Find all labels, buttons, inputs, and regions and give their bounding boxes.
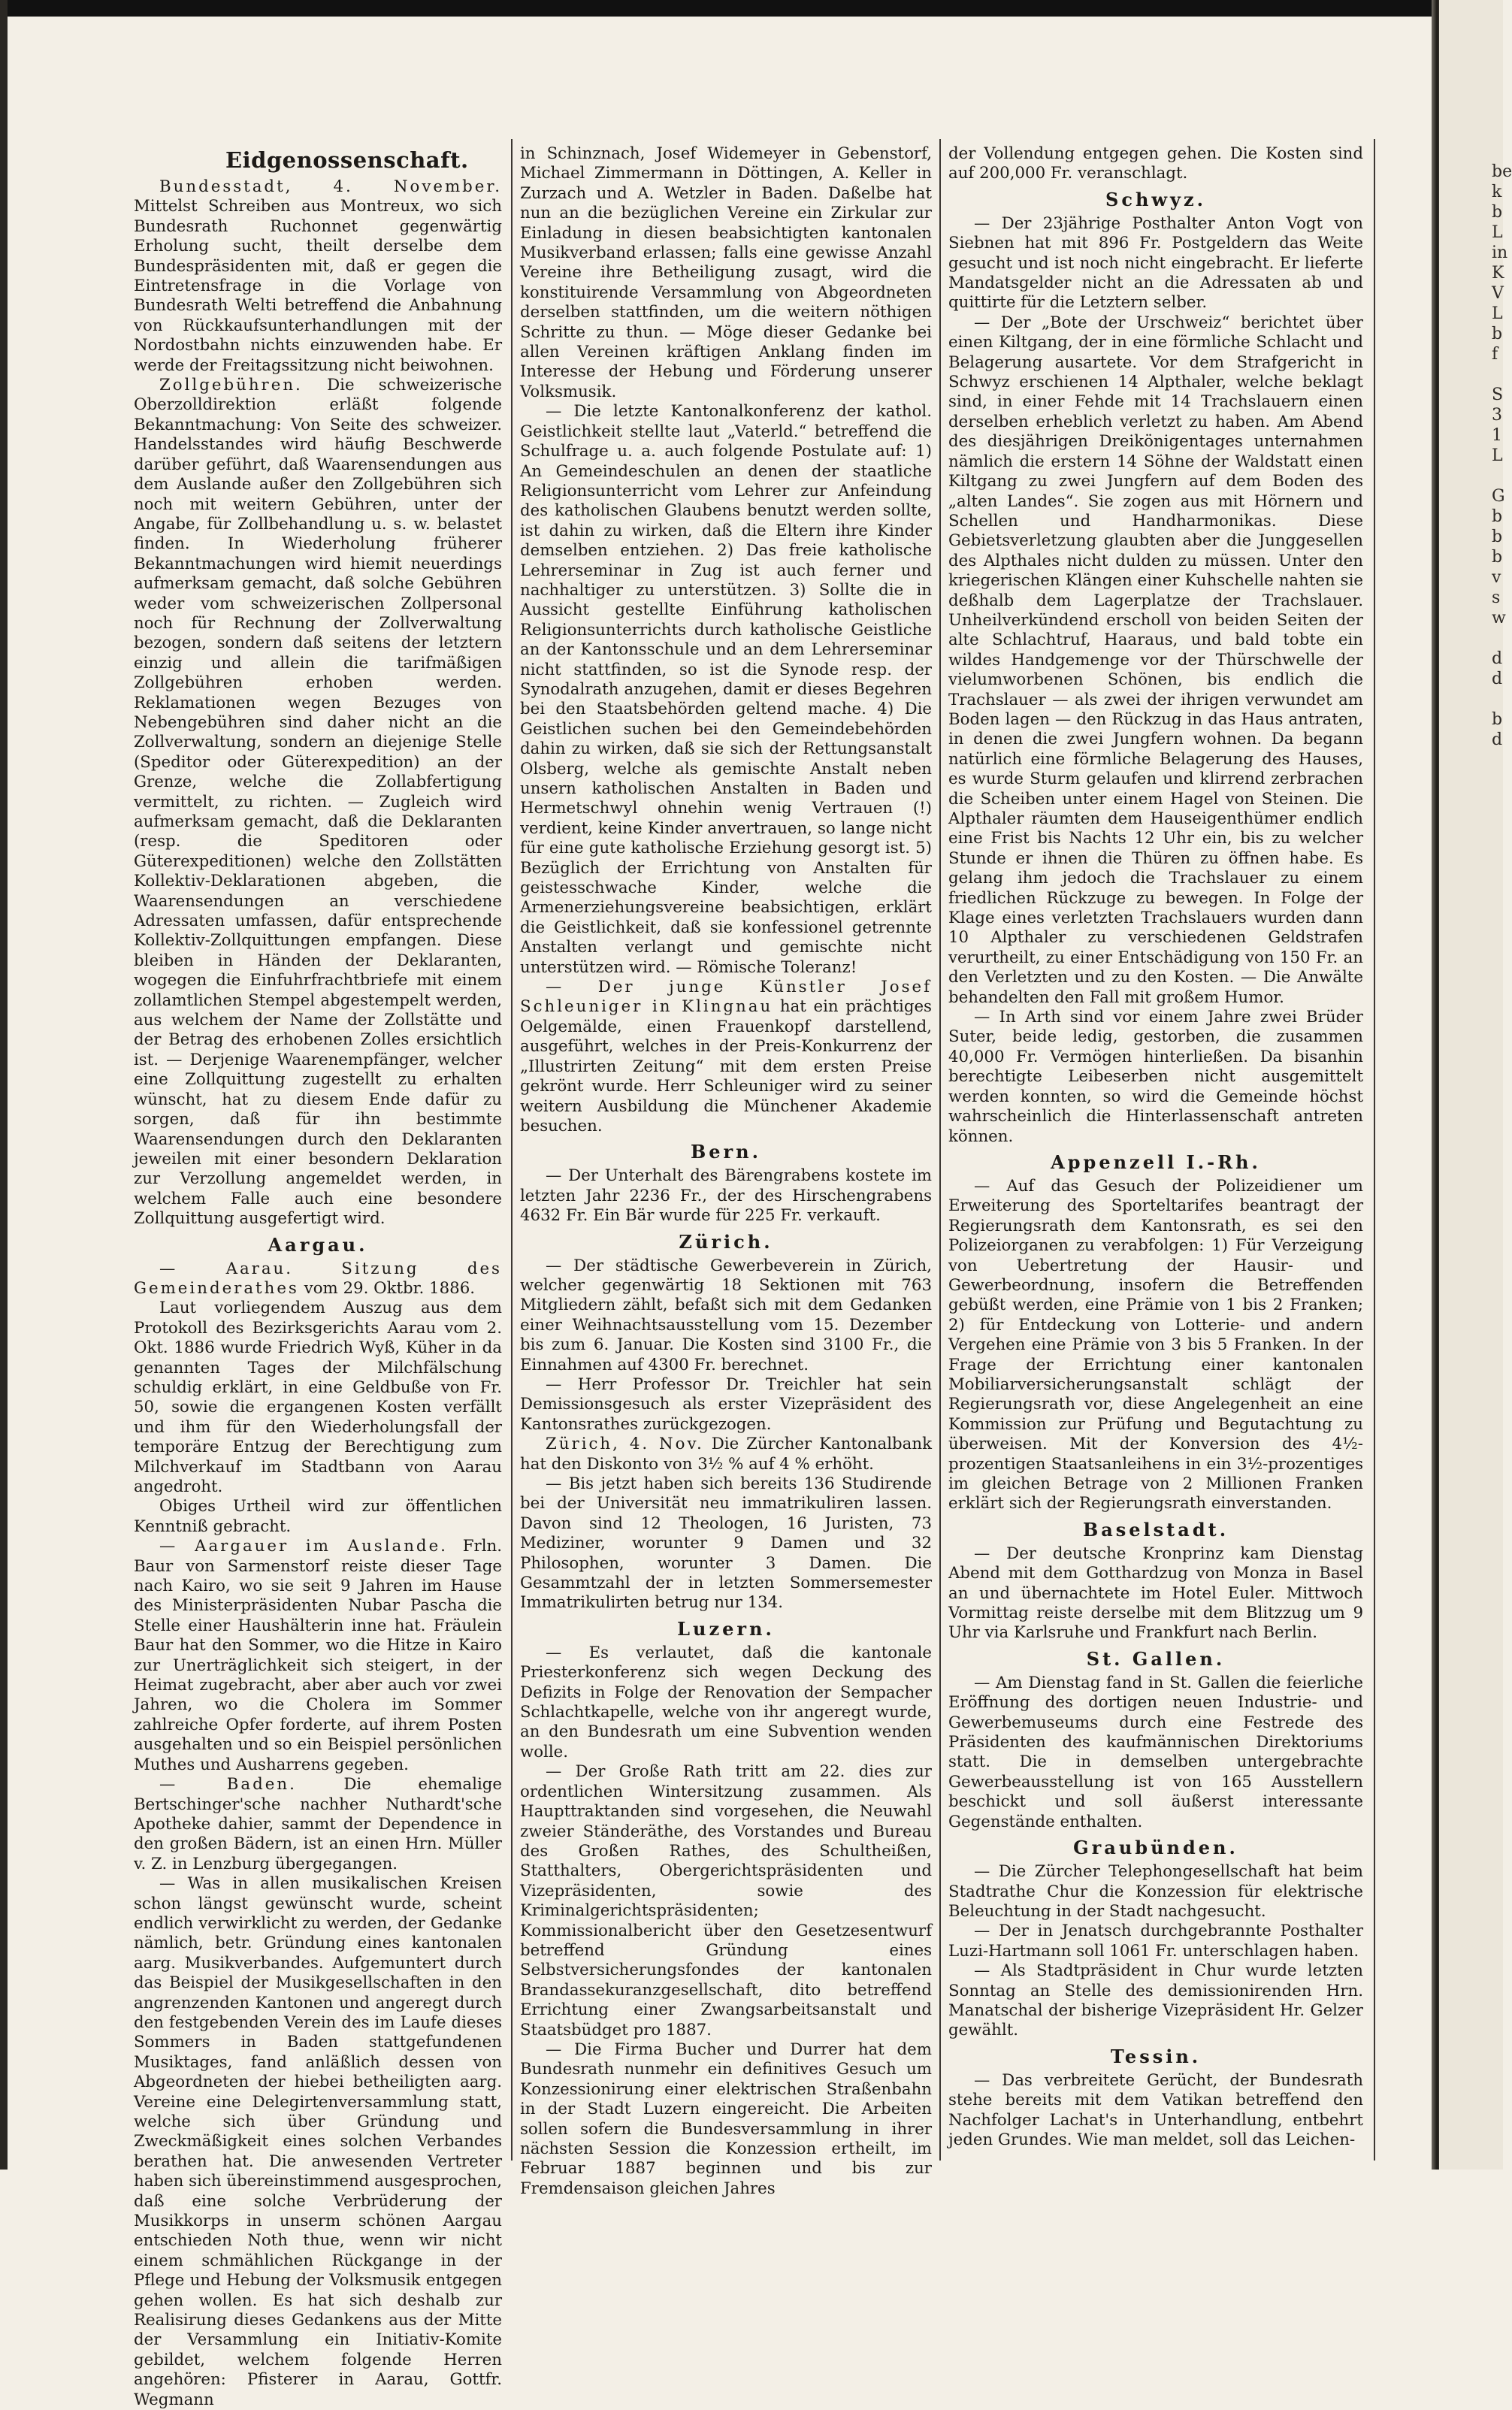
paragraph-lead: Zürich, 4. Nov. <box>546 1435 704 1454</box>
article-paragraph <box>134 177 502 376</box>
paragraph-text: Laut vorliegendem Auszug aus dem Protokoll des Bezirksgerichts Aarau vom 2. Okt. 1886 wurde Friedrich Wyß, Küher in da genannten Tages der Milchfälschung schuldig erklärt, in eine Geldbuße von Fr. 50, sowie die ergangenen Kosten verfällt und ihm für den Wiederholungsfall der temporäre Entzug der Berechtigung zum Milchverkauf im Stadtbann von Aarau angedroht. <box>134 1299 502 1496</box>
column-rule <box>1374 139 1375 2161</box>
section-heading: Tessin. <box>1110 2045 1202 2067</box>
paragraph-text: — Der 23jährige Posthalter Anton Vogt von Siebnen hat mit 896 Fr. Postgeldern das Weite gesucht und ist noch nicht eingebracht. Er lieferte Mandatsgelder nicht an die Adressaten ab und quittirte für die Letztern selber. <box>948 213 1363 313</box>
paragraph-text: Die ehemalige Bertschinger'sche nachher Nuthardt'sche Apotheke dahier, sammt der Dependence in den großen Bädern, ist an einen Hrn. Müller v. Z. in Lenzburg übergegangen. <box>134 1775 502 1873</box>
paragraph-lead: Bundesstadt, 4. November. <box>159 177 502 196</box>
article-paragraph <box>948 1544 1363 1643</box>
paragraph-text: — Auf das Gesuch der Polizeidiener um Erweiterung des Sporteltarifes beantragt der Regierungsrath dem Kantonsrath, es sei den Polizeiorganen zu verabfolgen: 1) Für Verzeigung von Uebertretung der Hausir- und Gewerbeordnung, insofern die Betreffenden gebüßt werden, eine Prämie von 1 bis 2 Franken; 2) für Entdeckung von Lotterie- und andern Vergehen eine Prämie von 3 bis 5 Franken. In der Frage der Errichtung einer kantonalen Mobiliarversicherungsanstalt schlägt der Regierungsrath vor, diese Angelegenheit an eine Kommission zur Prüfung und Begutachtung zu überweisen. Mit der Konversion des 4½-prozentigen Staatsanleihens in ein 3½-prozentiges im gleichen Betrage von 2 Millionen Franken erklärt sich der Regierungsrath einverstanden. <box>948 1176 1363 1513</box>
section-heading: Zürich. <box>679 1230 773 1253</box>
column-1 <box>134 150 502 2409</box>
article-paragraph <box>520 1435 932 1474</box>
section-heading: St. Gallen. <box>1086 1647 1226 1670</box>
paragraph-text: — Bis jetzt haben sich bereits 136 Studirende bei der Universität neu immatrikuliren lassen. Davon sind 12 Theologen, 16 Juristen, 73 Mediziner, worunter 9 Damen und 32 Philosophen, worunter 3 Damen. Die Gesammtzahl der in letzten Sommersemester Immatrikulirten betrug nur 134. <box>520 1474 932 1613</box>
column-rule <box>939 139 941 2161</box>
section-heading: Aargau. <box>268 1233 368 1256</box>
article-paragraph <box>520 1643 932 1762</box>
article-paragraph <box>134 376 502 1229</box>
paragraph-lead: — Aarau. Sitzung des Gemeinderathes <box>134 1259 502 1298</box>
paragraph-text: — Der deutsche Kronprinz kam Dienstag Abend mit dem Gotthardzug von Monza in Basel an und übernachtete im Hotel Euler. Mittwoch Vormittag reiste derselbe mit dem Blitzzug um 9 Uhr via Karlsruhe und Frankfurt nach Berlin. <box>948 1544 1363 1643</box>
column-2 <box>520 144 932 2198</box>
paragraph-text: der Vollendung entgegen gehen. Die Kosten sind auf 200,000 Fr. veranschlagt. <box>948 144 1363 183</box>
column-3 <box>948 144 1363 2158</box>
paragraph-text: in Schinznach, Josef Widemeyer in Gebenstorf, Michael Zimmermann in Döttingen, A. Keller in Zurzach und A. Wetzler in Baden. Daßelbe hat nun an die bezüglichen Vereine ein Zirkular zur Einladung in diesen beabsichtigten kantonalen Musikverband erlassen; falls eine gewisse Anzahl Vereine ihre Betheiligung zusagt, wird die konstituirende Versammlung von Abgeordneten derselben stattfinden, um die weitern nöthigen Schritte zu thun. — Möge dieser Gedanke bei allen Vereinen kräftigen Anklang finden im Interesse der Hebung und Förderung unserer Volksmusik. <box>520 144 932 401</box>
paragraph-text: — Die Firma Bucher und Durrer hat dem Bundesrath nunmehr ein definitives Gesuch um Konzessionirung einer elektrischen Straßenbahn in der Stadt Luzern eingereicht. Die Arbeiten sollen sofern die Bundesversammlung in ihrer nächsten Session die Konzession ertheilt, im Februar 1887 beginnen und bis zur Fremdensaison gleichen Jahres <box>520 2040 932 2198</box>
section-heading: Appenzell I.-Rh. <box>1051 1151 1261 1173</box>
article-paragraph <box>520 1762 932 2040</box>
paragraph-text: — Der „Bote der Urschweiz“ berichtet über einen Kiltgang, der in eine förmliche Schlacht und Belagerung ausartete. Vor dem Strafgericht in Schwyz erschienen 14 Alpthaler, welche beklagt sind, in einer Fehde mit 14 Trachslauern einen derselben erheblich verletzt zu haben. Am Abend des diesjährigen Dreikönigentages unternahmen nämlich die erstern 14 Söhne der Waldstatt einen Kiltgang zu zwei Jungfern auf dem Boden des „alten Landes“. Sie zogen aus mit Hörnern und Schellen und Handharmonikas. Diese Gebietsverletzung glaubten aber die Junggesellen des Alpthales nicht dulden zu müssen. Unter den kriegerischen Klängen einer Kuhschelle nahten sie deßhalb dem Lagerplatze der Trachslauer. Unheilverkündend erscholl von beiden Seiten der alte Schlachtruf, Haaraus, und bald tobte ein wildes Handgemenge vor der Thürschwelle der vielumworbenen Schönen, bis endlich die Trachslauer — als zwei der ihrigen verwundet am Boden lagen — den Rückzug in das Haus antraten, in denen die zwei Jungfern wohnen. Da begann natürlich eine förmliche Belagerung des Hauses, es wurde Sturm gelaufen und klirrend zerbrachen die Scheiben unter einem Hagel von Steinen. Die Alpthaler räumten dem Hauseigenthümer endlich eine Frist bis Nachts 12 Uhr ein, bis zu welcher Stunde er ihnen die Thüren zu öffnen habe. Es gelang ihm jedoch die Trachslauer zu einem friedlichen Rückzuge zu bewegen. In Folge der Klage eines verletzten Trachslauers wurden dann 10 Alpthaler zu verschiedenen Geldstrafen verurtheilt, zu einer Entschädigung von 150 Fr. an den Verletzten und zu den Kosten. — Die Anwälte behandelten den Fall mit großem Humor. <box>948 313 1363 1007</box>
section-heading: Baselstadt. <box>1082 1518 1229 1541</box>
paragraph-text: — Was in allen musikalischen Kreisen schon längst gewünscht wurde, scheint endlich verwirklicht zu werden, der Gedanke nämlich, betr. Gründung eines kantonalen aarg. Musikverbandes. Aufgemuntert durch das Beispiel der Musikgesellschaften in den angrenzenden Kantonen und angeregt durch den festgebenden Verein des im Laufe dieses Sommers in Baden stattgefundenen Musiktages, fand anläßlich dessen von Abgeordneten der hiebei betheiligten aarg. Vereine eine Delegirtenversammlung statt, welche sich über Gründung und Zweckmäßigkeit eines solchen Verbandes berathen hat. Die anwesenden Vertreter haben sich übereinstimmend ausgesprochen, daß eine solche Verbrüderung der Musikkorps in unserm schönen Aargau entschieden Noth thue, wenn wir nicht einem schmählichen Rückgange in der Pflege und Hebung der Volksmusik entgegen gehen wollen. Es hat sich deshalb zur Realisirung dieses Gedankens aus der Mitte der Versammlung ein Initiativ-Komite gebildet, welchem folgende Herren angehören: Pfisterer in Aarau, Gottfr. Wegmann <box>134 1874 502 2409</box>
section-heading: Luzern. <box>677 1617 775 1640</box>
article-paragraph <box>134 1259 502 1299</box>
paragraph-text: — Als Stadtpräsident in Chur wurde letzten Sonntag an Stelle des demissionirenden Hrn. Manatschal der bisherige Vizepräsident Hr. Gelzer gewählt. <box>948 1961 1363 2040</box>
next-page-edge-text: be k b L in K V L b f S 3 1 L G b b b v s w d d b d <box>1492 162 1512 749</box>
article-paragraph <box>134 1497 502 1537</box>
paragraph-lead: Zollgebühren. <box>159 376 303 395</box>
article-paragraph <box>948 313 1363 1008</box>
paragraph-text: — Das verbreitete Gerücht, der Bundesrath stehe bereits mit dem Vatikan betreffend den Nachfolger Lachat's in Unterhandlung, entbehrt jeden Grundes. Wie man meldet, soll das Leichen- <box>948 2070 1363 2149</box>
article-paragraph <box>520 1256 932 1375</box>
article-paragraph <box>134 1775 502 1874</box>
title-spacer <box>134 150 502 177</box>
article-paragraph <box>520 1375 932 1435</box>
paragraph-text: Die schweizerische Oberzolldirektion erläßt folgende Bekanntmachung: Von Seite des schweizer. Handelsstandes wird häufig Beschwerde darüber geführt, daß Waarensendungen aus dem Auslande außer den Zollgebühren sich noch mit weitern Gebühren, unter der Angabe, für Zollbehandlung u. s. w. belastet finden. In Wiederholung früherer Bekanntmachungen wird hiemit neuerdings aufmerksam gemacht, daß solche Gebühren weder vom schweizerischen Zollpersonal noch für Rechnung der Zollverwaltung bezogen, sondern daß seitens der letztern einzig und allein die tarifmäßigen Zollgebühren erhoben werden. Reklamationen wegen Bezuges von Nebengebühren sind daher nicht an die Zollverwaltung, sondern an diejenige Stelle (Speditor oder Güterexpedition) an der Grenze, welche die Zollabfertigung vermittelt, zu richten. — Zugleich wird aufmerksam gemacht, daß die Deklaranten (resp. die Speditoren oder Güterexpeditionen) welche den Zollstätten Kollektiv-Deklarationen abgeben, die Waarensendungen an verschiedene Adressaten umfassen, dafür entsprechende Kollektiv-Zollquittungen empfangen. Diese bleiben in Händen der Deklaranten, wogegen die Einfuhrfrachtbriefe mit einem zollamtlichen Stempel abgestempelt werden, aus welchem der Name der Zollstätte und der Betrag des erhobenen Zolles ersichtlich ist. — Derjenige Waarenempfänger, welcher eine Zollquittung zugestellt zu erhalten wünscht, hat zu diesem Ende dafür zu sorgen, daß für ihn bestimmte Waarensendungen durch den Deklaranten jeweilen mit einer besondern Deklaration zur Verzollung angemeldet werden, in welchem Falle auch eine besondere Zollquittung ausgefertigt wird. <box>134 376 502 1229</box>
article-paragraph <box>520 1166 932 1226</box>
paragraph-lead: — Der junge Künstler Josef Schleuniger in Klingnau <box>520 978 932 1017</box>
paragraph-text: — Die letzte Kantonalkonferenz der kathol. Geistlichkeit stellte laut „Vaterld.“ betreffend die Schulfrage u. a. auch folgende Postulate auf: 1) An Gemeindeschulen an denen der staatliche Religionsunterricht vom Lehrer zur Anfeindung des katholischen Glaubens benutzt werden sollte, ist dahin zu wirken, daß die Eltern ihre Kinder demselben entziehen. 2) Das freie katholische Lehrerseminar in Zug ist auch ferner und nachhaltiger zu unterstützen. 3) Sollte die in Aussicht gestellte Einführung katholischen Religionsunterrichts durch katholische Geistliche an der Kantonsschule und an dem Lehrerseminar nicht stattfinden, so ist die Synode resp. der Synodalrath anzugehen, damit er dieses Begehren bei den Staatsbehörden geltend mache. 4) Die Geistlichen suchen bei den Gemeindebehörden dahin zu wirken, daß sie sich der Rettungsanstalt Olsberg, welche als gemischte Anstalt neben unsern katholischen Anstalten in Baden und Hermetschwyl ohnehin wenig Vertrauen (!) verdient, keine Kinder anvertrauen, so lange nicht für eine gute katholische Erziehung gesorgt ist. 5) Bezüglich der Errichtung von Anstalten für geistesschwache Kinder, welche die Armenerziehungsvereine beabsichtigen, erklärt die Geistlichkeit, daß sie konfessionel getrennte Anstalten verlangt und gemischte nicht unterstützen wird. — Römische Toleranz! <box>520 402 932 977</box>
paragraph-text: — Der städtische Gewerbeverein in Zürich, welcher gegenwärtig 18 Sektionen mit 763 Mitgliedern zählt, befaßt sich mit dem Gedanken einer Weihnachtsausstellung vom 15. Dezember bis zum 6. Januar. Die Kosten sind 3100 Fr., die Einnahmen auf 4300 Fr. berechnet. <box>520 1256 932 1374</box>
article-paragraph <box>520 1474 932 1613</box>
article-paragraph <box>948 1862 1363 1922</box>
article-paragraph <box>134 1299 502 1497</box>
article-paragraph <box>520 144 932 402</box>
article-paragraph <box>520 402 932 978</box>
paragraph-text: — Es verlautet, daß die kantonale Priesterkonferenz sich wegen Deckung des Defizits in Folge der Renovation der Sempacher Schlachtkapelle, welche von ihr angeregt wurde, an den Bundesrath um eine Subvention wenden wolle. <box>520 1643 932 1761</box>
paragraph-text: Obiges Urtheil wird zur öffentlichen Kenntniß gebracht. <box>134 1497 502 1536</box>
paragraph-text: Mittelst Schreiben aus Montreux, wo sich Bundesrath Ruchonnet gegenwärtig Erholung sucht, theilt derselbe dem Bundespräsidenten mit, daß er gegen die Eintretensfrage in die Vorlage von Bundesrath Welti betreffend die Anbahnung von Rückkaufsunterhandlungen mit der Nordostbahn nichts einzuwenden habe. Er werde der Freitagssitzung nicht beiwohnen. <box>134 197 502 375</box>
paragraph-text: — Der Große Rath tritt am 22. dies zur ordentlichen Wintersitzung zusammen. Als Haupttraktanden sind vorgesehen, die Neuwahl zweier Ständeräthe, des Vorstandes und Bureau des Großen Rathes, des Schultheißen, Statthalters, Obergerichtspräsidenten und Vizepräsidenten, sowie des Kriminalgerichtspräsidenten; Kommissionalbericht über den Gesetzesentwurf betreffend Gründung eines Selbstversicherungsfondes der kantonalen Brandassekuranzgesellschaft, dito betreffend Errichtung einer Zwangsarbeitsanstalt und Staatsbüdget pro 1887. <box>520 1762 932 2040</box>
article-paragraph <box>520 2040 932 2199</box>
section-heading: Graubünden. <box>1073 1837 1238 1859</box>
paragraph-text: Frln. Baur von Sarmenstorf reiste dieser Tage nach Kairo, wo sie seit 9 Jahren im Hause des Ministerpräsidenten Nubar Pascha die Stelle einer Haushälterin inne hat. Fräulein Baur hat den Sommer, wo die Hitze in Kairo zur Unerträglichkeit sich steigert, in der Heimat zugebracht, aber aber auch vor zwei Jahren, wo die Cholera im Sommer zahlreiche Opfer forderte, auf ihrem Posten ausgehalten und so ein Beispiel persönlichen Muthes und Ausharrens gegeben. <box>134 1537 502 1774</box>
paragraph-text: vom 29. Oktbr. 1886. <box>304 1278 476 1298</box>
article-paragraph <box>948 2071 1363 2151</box>
article-paragraph <box>948 1177 1363 1514</box>
column-rule <box>511 139 513 2161</box>
article-paragraph <box>948 144 1363 184</box>
article-paragraph <box>948 214 1363 313</box>
page-title: Eidgenossenschaft. <box>225 147 469 173</box>
article-paragraph <box>948 1961 1363 2041</box>
section-heading: Schwyz. <box>1105 188 1206 210</box>
paragraph-text: — Der in Jenatsch durchgebrannte Posthalter Luzi-Hartmann soll 1061 Fr. unterschlagen haben. <box>948 1922 1363 1961</box>
scan-top-edge <box>0 0 1503 17</box>
article-paragraph <box>134 1874 502 2410</box>
paragraph-lead: — Baden. <box>159 1775 297 1795</box>
paragraph-text: — Der Unterhalt des Bärengrabens kostete im letzten Jahr 2236 Fr., der des Hirschengrabens 4632 Fr. Ein Bär wurde für 225 Fr. verkauft. <box>520 1166 932 1226</box>
paragraph-text: — Am Dienstag fand in St. Gallen die feierliche Eröffnung des dortigen neuen Industrie- und Gewerbemuseums durch eine Festrede des Präsidenten des kaufmännischen Direktoriums statt. Die in demselben untergebrachte Gewerbeausstellung ist von 165 Ausstellern beschickt und soll äußerst interessante Gegenstände enthalten. <box>948 1673 1363 1831</box>
paragraph-text: — In Arth sind vor einem Jahre zwei Brüder Suter, beide ledig, gestorben, die zusammen 40,000 Fr. Vermögen hinterließen. Da bisanhin berechtigte Leibeserben nicht ausgemittelt werden konnten, so wird die Gemeinde höchst wahrscheinlich die Hinterlassenschaft antreten können. <box>948 1008 1363 1146</box>
paragraph-text: hat ein prächtiges Oelgemälde, einen Frauenkopf darstellend, ausgeführt, welches in der Preis-Konkurrenz der „Illustrirten Zeitung“ mit dem ersten Preise gekrönt wurde. Herr Schleuniger wird zu seiner weitern Ausbildung die Münchener Akademie besuchen. <box>520 997 932 1135</box>
article-paragraph <box>948 1008 1363 1147</box>
paragraph-text: — Herr Professor Dr. Treichler hat sein Demissionsgesuch als erster Vizepräsident des Kantonsrathes zurückgezogen. <box>520 1374 932 1434</box>
article-paragraph <box>948 1674 1363 1832</box>
article-paragraph <box>134 1537 502 1775</box>
section-heading: Bern. <box>690 1141 761 1163</box>
paragraph-text: — Die Zürcher Telephongesellschaft hat beim Stadtrathe Chur die Konzession für elektrische Beleuchtung in der Stadt nachgesucht. <box>948 1862 1363 1921</box>
article-paragraph <box>520 978 932 1136</box>
scan-left-edge <box>0 0 8 2170</box>
paragraph-text: Die Zürcher Kantonalbank hat den Diskonto von 3½ % auf 4 % erhöht. <box>520 1435 932 1474</box>
paragraph-lead: — Aargauer im Auslande. <box>159 1537 448 1556</box>
article-paragraph <box>948 1922 1363 1961</box>
